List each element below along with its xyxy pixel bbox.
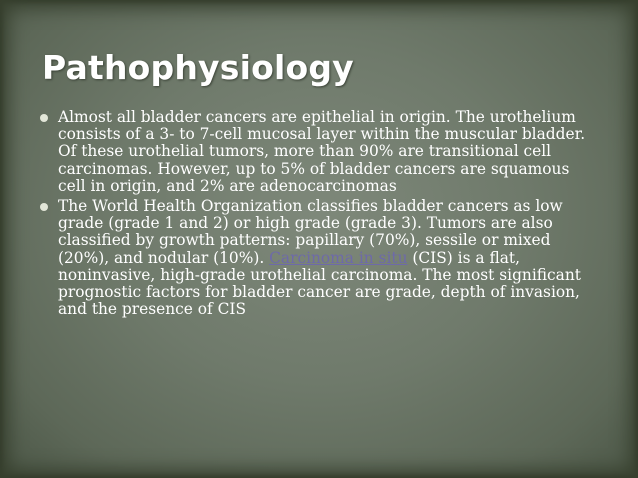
bullet-dot-icon bbox=[40, 203, 48, 211]
bullet-text: Almost all bladder cancers are epithelial in origin. The urothelium consists of a 3- to 7-cell mucosal layer within the muscular bladder. Of these urothelial tumors, more than 90% are transitional cell carcinomas. However, up to 5% of bladder cancers are squamous cell in origin, and 2% are adenocarcinomas bbox=[58, 108, 586, 195]
bullet-text-after-link: (CIS) is a flat, noninvasive, high-grade urothelial carcinoma. The most significant prognostic factors for bladder cancer are grade, depth of invasion, and the presence of CIS bbox=[58, 248, 581, 319]
bullet-text-before-link: The World Health Organization classifies bladder cancers as low grade (grade 1 and 2) or high grade (grade 3). Tumors are also classified by growth patterns: papillary (70%), sessile or mixed (20%), and nodular (10%). bbox=[58, 197, 563, 267]
bullet-item-who-classification bbox=[38, 198, 598, 318]
slide-title: Pathophysiology bbox=[42, 48, 354, 87]
bullet-item-epithelial-origin bbox=[38, 109, 598, 195]
bullet-list bbox=[38, 109, 598, 321]
bullet-dot-icon bbox=[40, 114, 48, 122]
carcinoma-in-situ-link[interactable]: Carcinoma in situ bbox=[269, 248, 408, 267]
